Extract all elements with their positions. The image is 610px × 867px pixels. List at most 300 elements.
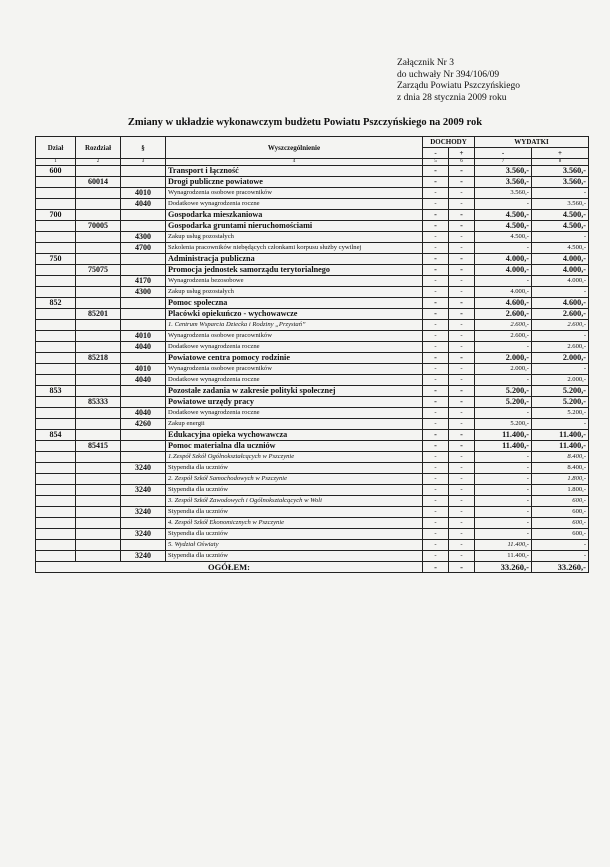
dochody-plus-cell: -: [449, 364, 475, 375]
wydatki-minus-cell: -: [475, 463, 532, 474]
table-row: [36, 221, 589, 232]
description-cell: Promocja jednostek samorządu terytorialnego: [166, 265, 423, 276]
dzial-code-cell: [36, 364, 76, 375]
rozdzial-code-cell: [76, 199, 121, 210]
wydatki-plus-cell: 2.000,-: [532, 375, 589, 386]
description-cell: Dodatkowe wynagrodzenia roczne: [166, 342, 423, 353]
paragraf-code-cell: [121, 353, 166, 364]
table-row: [36, 243, 589, 254]
dzial-code-cell: 854: [36, 430, 76, 441]
description-cell: Zakup usług pozostałych: [166, 232, 423, 243]
wydatki-minus-cell: 5.200,-: [475, 386, 532, 397]
col-number: 2: [76, 159, 121, 166]
table-row: [36, 309, 589, 320]
paragraf-code-cell: 3240: [121, 529, 166, 540]
dochody-minus-cell: -: [423, 463, 449, 474]
wydatki-minus-cell: -: [475, 199, 532, 210]
wydatki-minus-cell: -: [475, 496, 532, 507]
wydatki-plus-cell: 1.800,-: [532, 474, 589, 485]
table-row: [36, 507, 589, 518]
description-cell: Gospodarka gruntami nieruchomościami: [166, 221, 423, 232]
dzial-code-cell: [36, 408, 76, 419]
paragraf-code-cell: 4040: [121, 342, 166, 353]
wydatki-minus-cell: 4.000,-: [475, 254, 532, 265]
rozdzial-code-cell: [76, 243, 121, 254]
dochody-plus-cell: -: [449, 397, 475, 408]
wydatki-plus-cell: -: [532, 188, 589, 199]
table-row: [36, 408, 589, 419]
dochody-minus-cell: -: [423, 485, 449, 496]
paragraf-code-cell: 4300: [121, 232, 166, 243]
rozdzial-code-cell: [76, 507, 121, 518]
paragraf-code-cell: [121, 210, 166, 221]
dochody-minus-cell: -: [423, 298, 449, 309]
wydatki-minus-cell: 4.000,-: [475, 265, 532, 276]
dzial-code-cell: [36, 496, 76, 507]
dochody-plus-cell: -: [449, 320, 475, 331]
dzial-code-cell: [36, 463, 76, 474]
description-cell: 2. Zespół Szkół Samochodowych w Pszczynie: [166, 474, 423, 485]
paragraf-code-cell: 3240: [121, 507, 166, 518]
dzial-code-cell: [36, 221, 76, 232]
wydatki-minus-cell: 2.600,-: [475, 309, 532, 320]
table-row: [36, 496, 589, 507]
rozdzial-code-cell: 85201: [76, 309, 121, 320]
wydatki-minus-cell: 2.000,-: [475, 353, 532, 364]
dochody-plus-cell: -: [449, 529, 475, 540]
wydatki-minus-cell: -: [475, 276, 532, 287]
dochody-minus-cell: -: [423, 496, 449, 507]
dochody-minus-cell: -: [423, 210, 449, 221]
wydatki-minus-cell: 11.400,-: [475, 430, 532, 441]
table-row: [36, 397, 589, 408]
dochody-minus-cell: -: [423, 287, 449, 298]
rozdzial-code-cell: [76, 430, 121, 441]
paragraf-code-cell: [121, 177, 166, 188]
table-row: [36, 287, 589, 298]
table-row: [36, 518, 589, 529]
description-cell: Powiatowe urzędy pracy: [166, 397, 423, 408]
wydatki-minus-cell: -: [475, 485, 532, 496]
paragraf-code-cell: 3240: [121, 485, 166, 496]
header-dzial: Dział: [36, 137, 76, 159]
dochody-plus-cell: -: [449, 430, 475, 441]
rozdzial-code-cell: [76, 232, 121, 243]
dochody-minus-cell: -: [423, 342, 449, 353]
col-number: 3: [121, 159, 166, 166]
description-cell: Stypendia dla uczniów: [166, 529, 423, 540]
paragraf-code-cell: [121, 441, 166, 452]
paragraf-code-cell: [121, 518, 166, 529]
table-row: [36, 529, 589, 540]
dochody-plus-cell: -: [449, 210, 475, 221]
wydatki-minus-cell: 5.200,-: [475, 419, 532, 430]
dochody-minus-cell: -: [423, 375, 449, 386]
table-row: [36, 210, 589, 221]
total-wydatki-plus: 33.260,-: [532, 562, 589, 573]
wydatki-plus-cell: 2.600,-: [532, 320, 589, 331]
paragraf-code-cell: [121, 166, 166, 177]
description-cell: Drogi publiczne powiatowe: [166, 177, 423, 188]
description-cell: Wynagrodzenia osobowe pracowników: [166, 331, 423, 342]
wydatki-plus-cell: 1.800,-: [532, 485, 589, 496]
table-row: [36, 320, 589, 331]
header-line-2: do uchwały Nr 394/106/09: [397, 69, 500, 80]
dochody-minus-cell: -: [423, 199, 449, 210]
table-row: [36, 199, 589, 210]
header-dochody: DOCHODY: [423, 137, 475, 148]
description-cell: Szkolenia pracowników niebędących członkami korpusu służby cywilnej: [166, 243, 423, 254]
description-cell: 1.Zespół Szkół Ogólnokształcących w Pszczynie: [166, 452, 423, 463]
dzial-code-cell: [36, 485, 76, 496]
description-cell: Powiatowe centra pomocy rodzinie: [166, 353, 423, 364]
rozdzial-code-cell: [76, 386, 121, 397]
paragraf-code-cell: 3240: [121, 463, 166, 474]
dochody-plus-cell: -: [449, 496, 475, 507]
header-wyszczegolnienie: Wyszczególnienie: [166, 137, 423, 159]
table-row: [36, 540, 589, 551]
dochody-minus-cell: -: [423, 309, 449, 320]
table-row: [36, 375, 589, 386]
wydatki-plus-cell: 600,-: [532, 518, 589, 529]
total-dochody-plus: -: [449, 562, 475, 573]
dzial-code-cell: [36, 540, 76, 551]
header-wydatki: WYDATKI: [475, 137, 589, 148]
wydatki-plus-cell: -: [532, 540, 589, 551]
wydatki-plus-cell: 5.200,-: [532, 408, 589, 419]
wydatki-minus-cell: -: [475, 375, 532, 386]
table-row: [36, 342, 589, 353]
paragraf-code-cell: [121, 221, 166, 232]
rozdzial-code-cell: [76, 342, 121, 353]
total-row: [36, 562, 589, 573]
description-cell: Zakup usług pozostałych: [166, 287, 423, 298]
dzial-code-cell: [36, 342, 76, 353]
rozdzial-code-cell: [76, 474, 121, 485]
wydatki-minus-cell: -: [475, 243, 532, 254]
wydatki-minus-cell: -: [475, 474, 532, 485]
header-dochody-plus: +: [449, 148, 475, 159]
col-number: 7: [475, 159, 532, 166]
wydatki-plus-cell: 3.560,-: [532, 166, 589, 177]
description-cell: Pozostałe zadania w zakresie polityki społecznej: [166, 386, 423, 397]
dochody-plus-cell: -: [449, 188, 475, 199]
dzial-code-cell: 853: [36, 386, 76, 397]
table-row: [36, 232, 589, 243]
dochody-minus-cell: -: [423, 419, 449, 430]
dochody-plus-cell: -: [449, 485, 475, 496]
header-line-1: Załącznik Nr 3: [397, 58, 454, 68]
wydatki-minus-cell: 4.000,-: [475, 287, 532, 298]
dochody-minus-cell: -: [423, 331, 449, 342]
description-cell: Transport i łączność: [166, 166, 423, 177]
rozdzial-code-cell: [76, 210, 121, 221]
table-row: [36, 551, 589, 562]
table-row: [36, 331, 589, 342]
wydatki-minus-cell: -: [475, 452, 532, 463]
wydatki-plus-cell: -: [532, 419, 589, 430]
description-cell: Stypendia dla uczniów: [166, 551, 423, 562]
paragraf-code-cell: 4010: [121, 364, 166, 375]
description-cell: Wynagrodzenia bezosobowe: [166, 276, 423, 287]
description-cell: Dodatkowe wynagrodzenia roczne: [166, 408, 423, 419]
paragraf-code-cell: [121, 430, 166, 441]
dochody-minus-cell: -: [423, 254, 449, 265]
header-paragraf: §: [121, 137, 166, 159]
description-cell: 3. Zespół Szkół Zawodowych i Ogólnokształcących w Woli: [166, 496, 423, 507]
rozdzial-code-cell: [76, 276, 121, 287]
dochody-plus-cell: -: [449, 331, 475, 342]
dochody-minus-cell: -: [423, 276, 449, 287]
dochody-minus-cell: -: [423, 518, 449, 529]
dochody-plus-cell: -: [449, 551, 475, 562]
table-row: [36, 177, 589, 188]
dochody-minus-cell: -: [423, 166, 449, 177]
table-body: [36, 166, 589, 562]
dochody-minus-cell: -: [423, 474, 449, 485]
dochody-plus-cell: -: [449, 386, 475, 397]
table-row: [36, 188, 589, 199]
paragraf-code-cell: [121, 496, 166, 507]
dochody-minus-cell: -: [423, 364, 449, 375]
total-wydatki-minus: 33.260,-: [475, 562, 532, 573]
dzial-code-cell: [36, 441, 76, 452]
dochody-plus-cell: -: [449, 474, 475, 485]
attachment-header: [397, 58, 520, 104]
rozdzial-code-cell: [76, 320, 121, 331]
wydatki-plus-cell: 8.400,-: [532, 452, 589, 463]
dochody-plus-cell: -: [449, 177, 475, 188]
header-wydatki-plus: +: [532, 148, 589, 159]
rozdzial-code-cell: [76, 188, 121, 199]
paragraf-code-cell: 4010: [121, 331, 166, 342]
table-header-row-1: [36, 137, 589, 148]
dzial-code-cell: 852: [36, 298, 76, 309]
wydatki-plus-cell: 600,-: [532, 529, 589, 540]
rozdzial-code-cell: [76, 298, 121, 309]
rozdzial-code-cell: [76, 485, 121, 496]
rozdzial-code-cell: [76, 166, 121, 177]
dochody-plus-cell: -: [449, 419, 475, 430]
dochody-plus-cell: -: [449, 199, 475, 210]
wydatki-minus-cell: 11.400,-: [475, 551, 532, 562]
rozdzial-code-cell: [76, 540, 121, 551]
table-row: [36, 298, 589, 309]
table-row: [36, 474, 589, 485]
rozdzial-code-cell: [76, 331, 121, 342]
col-number: 4: [166, 159, 423, 166]
paragraf-code-cell: [121, 309, 166, 320]
dzial-code-cell: [36, 507, 76, 518]
description-cell: 1. Centrum Wsparcia Dziecka i Rodziny „Przystań”: [166, 320, 423, 331]
dochody-minus-cell: -: [423, 408, 449, 419]
header-rozdzial: Rozdział: [76, 137, 121, 159]
dochody-plus-cell: -: [449, 221, 475, 232]
dzial-code-cell: [36, 353, 76, 364]
dochody-minus-cell: -: [423, 452, 449, 463]
rozdzial-code-cell: [76, 463, 121, 474]
rozdzial-code-cell: 85218: [76, 353, 121, 364]
wydatki-minus-cell: 3.560,-: [475, 188, 532, 199]
wydatki-minus-cell: 5.200,-: [475, 397, 532, 408]
wydatki-minus-cell: 11.400,-: [475, 540, 532, 551]
dzial-code-cell: [36, 518, 76, 529]
col-number: 5: [423, 159, 449, 166]
dzial-code-cell: [36, 551, 76, 562]
paragraf-code-cell: [121, 254, 166, 265]
paragraf-code-cell: 4700: [121, 243, 166, 254]
dzial-code-cell: [36, 276, 76, 287]
description-cell: Zakup energii: [166, 419, 423, 430]
rozdzial-code-cell: [76, 551, 121, 562]
rozdzial-code-cell: [76, 375, 121, 386]
dochody-plus-cell: -: [449, 452, 475, 463]
description-cell: 4. Zespół Szkół Ekonomicznych w Pszczynie: [166, 518, 423, 529]
description-cell: Stypendia dla uczniów: [166, 463, 423, 474]
dochody-minus-cell: -: [423, 320, 449, 331]
wydatki-minus-cell: 2.600,-: [475, 331, 532, 342]
dzial-code-cell: [36, 320, 76, 331]
dzial-code-cell: [36, 474, 76, 485]
description-cell: 5. Wydział Oświaty: [166, 540, 423, 551]
rozdzial-code-cell: 70005: [76, 221, 121, 232]
dochody-plus-cell: -: [449, 265, 475, 276]
wydatki-minus-cell: 3.560,-: [475, 177, 532, 188]
dzial-code-cell: [36, 309, 76, 320]
wydatki-minus-cell: -: [475, 529, 532, 540]
dochody-plus-cell: -: [449, 518, 475, 529]
col-number: 8: [532, 159, 589, 166]
table-row: [36, 364, 589, 375]
rozdzial-code-cell: [76, 452, 121, 463]
rozdzial-code-cell: [76, 287, 121, 298]
total-dochody-minus: -: [423, 562, 449, 573]
dzial-code-cell: 750: [36, 254, 76, 265]
wydatki-plus-cell: 600,-: [532, 507, 589, 518]
description-cell: Placówki opiekuńczo - wychowawcze: [166, 309, 423, 320]
dochody-plus-cell: -: [449, 309, 475, 320]
dochody-minus-cell: -: [423, 441, 449, 452]
wydatki-plus-cell: 4.500,-: [532, 221, 589, 232]
dochody-plus-cell: -: [449, 232, 475, 243]
wydatki-minus-cell: 11.400,-: [475, 441, 532, 452]
wydatki-plus-cell: 4.000,-: [532, 254, 589, 265]
dochody-plus-cell: -: [449, 298, 475, 309]
rozdzial-code-cell: [76, 254, 121, 265]
wydatki-minus-cell: 4.500,-: [475, 221, 532, 232]
description-cell: Edukacyjna opieka wychowawcza: [166, 430, 423, 441]
dochody-minus-cell: -: [423, 232, 449, 243]
wydatki-plus-cell: 4.500,-: [532, 243, 589, 254]
wydatki-plus-cell: 2.000,-: [532, 353, 589, 364]
dochody-plus-cell: -: [449, 507, 475, 518]
dochody-plus-cell: -: [449, 287, 475, 298]
table-row: [36, 441, 589, 452]
dzial-code-cell: [36, 529, 76, 540]
dochody-minus-cell: -: [423, 188, 449, 199]
wydatki-plus-cell: 2.600,-: [532, 309, 589, 320]
dochody-minus-cell: -: [423, 243, 449, 254]
wydatki-plus-cell: 5.200,-: [532, 386, 589, 397]
description-cell: Dodatkowe wynagrodzenia roczne: [166, 375, 423, 386]
dochody-plus-cell: -: [449, 375, 475, 386]
wydatki-minus-cell: -: [475, 507, 532, 518]
rozdzial-code-cell: 75075: [76, 265, 121, 276]
dochody-minus-cell: -: [423, 551, 449, 562]
paragraf-code-cell: [121, 452, 166, 463]
table-row: [36, 485, 589, 496]
paragraf-code-cell: [121, 397, 166, 408]
dochody-plus-cell: -: [449, 342, 475, 353]
wydatki-plus-cell: 8.400,-: [532, 463, 589, 474]
col-number: 1: [36, 159, 76, 166]
dzial-code-cell: [36, 232, 76, 243]
table-row: [36, 166, 589, 177]
description-cell: Dodatkowe wynagrodzenia roczne: [166, 199, 423, 210]
wydatki-plus-cell: 600,-: [532, 496, 589, 507]
header-line-4: z dnia 28 stycznia 2009 roku: [397, 92, 507, 103]
table-row: [36, 386, 589, 397]
description-cell: Administracja publiczna: [166, 254, 423, 265]
dzial-code-cell: [36, 177, 76, 188]
paragraf-code-cell: 4010: [121, 188, 166, 199]
header-line-3: Zarządu Powiatu Pszczyńskiego: [397, 81, 520, 91]
wydatki-minus-cell: 4.600,-: [475, 298, 532, 309]
dzial-code-cell: [36, 419, 76, 430]
dochody-plus-cell: -: [449, 540, 475, 551]
column-number-row: [36, 159, 589, 166]
total-label: OGÓŁEM:: [36, 562, 423, 573]
dochody-plus-cell: -: [449, 441, 475, 452]
description-cell: Wynagrodzenia osobowe pracowników: [166, 188, 423, 199]
dochody-plus-cell: -: [449, 254, 475, 265]
description-cell: Stypendia dla uczniów: [166, 485, 423, 496]
table-row: [36, 353, 589, 364]
dzial-code-cell: [36, 188, 76, 199]
col-number: 6: [449, 159, 475, 166]
rozdzial-code-cell: 60014: [76, 177, 121, 188]
paragraf-code-cell: 4260: [121, 419, 166, 430]
dochody-plus-cell: -: [449, 353, 475, 364]
rozdzial-code-cell: 85415: [76, 441, 121, 452]
dochody-minus-cell: -: [423, 386, 449, 397]
dzial-code-cell: [36, 265, 76, 276]
dochody-minus-cell: -: [423, 540, 449, 551]
paragraf-code-cell: [121, 474, 166, 485]
wydatki-plus-cell: 4.600,-: [532, 298, 589, 309]
paragraf-code-cell: [121, 386, 166, 397]
paragraf-code-cell: 4170: [121, 276, 166, 287]
wydatki-plus-cell: 4.500,-: [532, 210, 589, 221]
header-dochody-minus: -: [423, 148, 449, 159]
description-cell: Gospodarka mieszkaniowa: [166, 210, 423, 221]
dzial-code-cell: [36, 397, 76, 408]
dochody-minus-cell: -: [423, 265, 449, 276]
wydatki-plus-cell: 4.000,-: [532, 276, 589, 287]
wydatki-plus-cell: -: [532, 287, 589, 298]
wydatki-minus-cell: -: [475, 342, 532, 353]
dochody-minus-cell: -: [423, 397, 449, 408]
paragraf-code-cell: [121, 298, 166, 309]
wydatki-minus-cell: 2.000,-: [475, 364, 532, 375]
wydatki-plus-cell: 11.400,-: [532, 441, 589, 452]
wydatki-plus-cell: 4.000,-: [532, 265, 589, 276]
paragraf-code-cell: 4040: [121, 408, 166, 419]
paragraf-code-cell: [121, 320, 166, 331]
dochody-minus-cell: -: [423, 353, 449, 364]
dochody-plus-cell: -: [449, 276, 475, 287]
rozdzial-code-cell: [76, 529, 121, 540]
